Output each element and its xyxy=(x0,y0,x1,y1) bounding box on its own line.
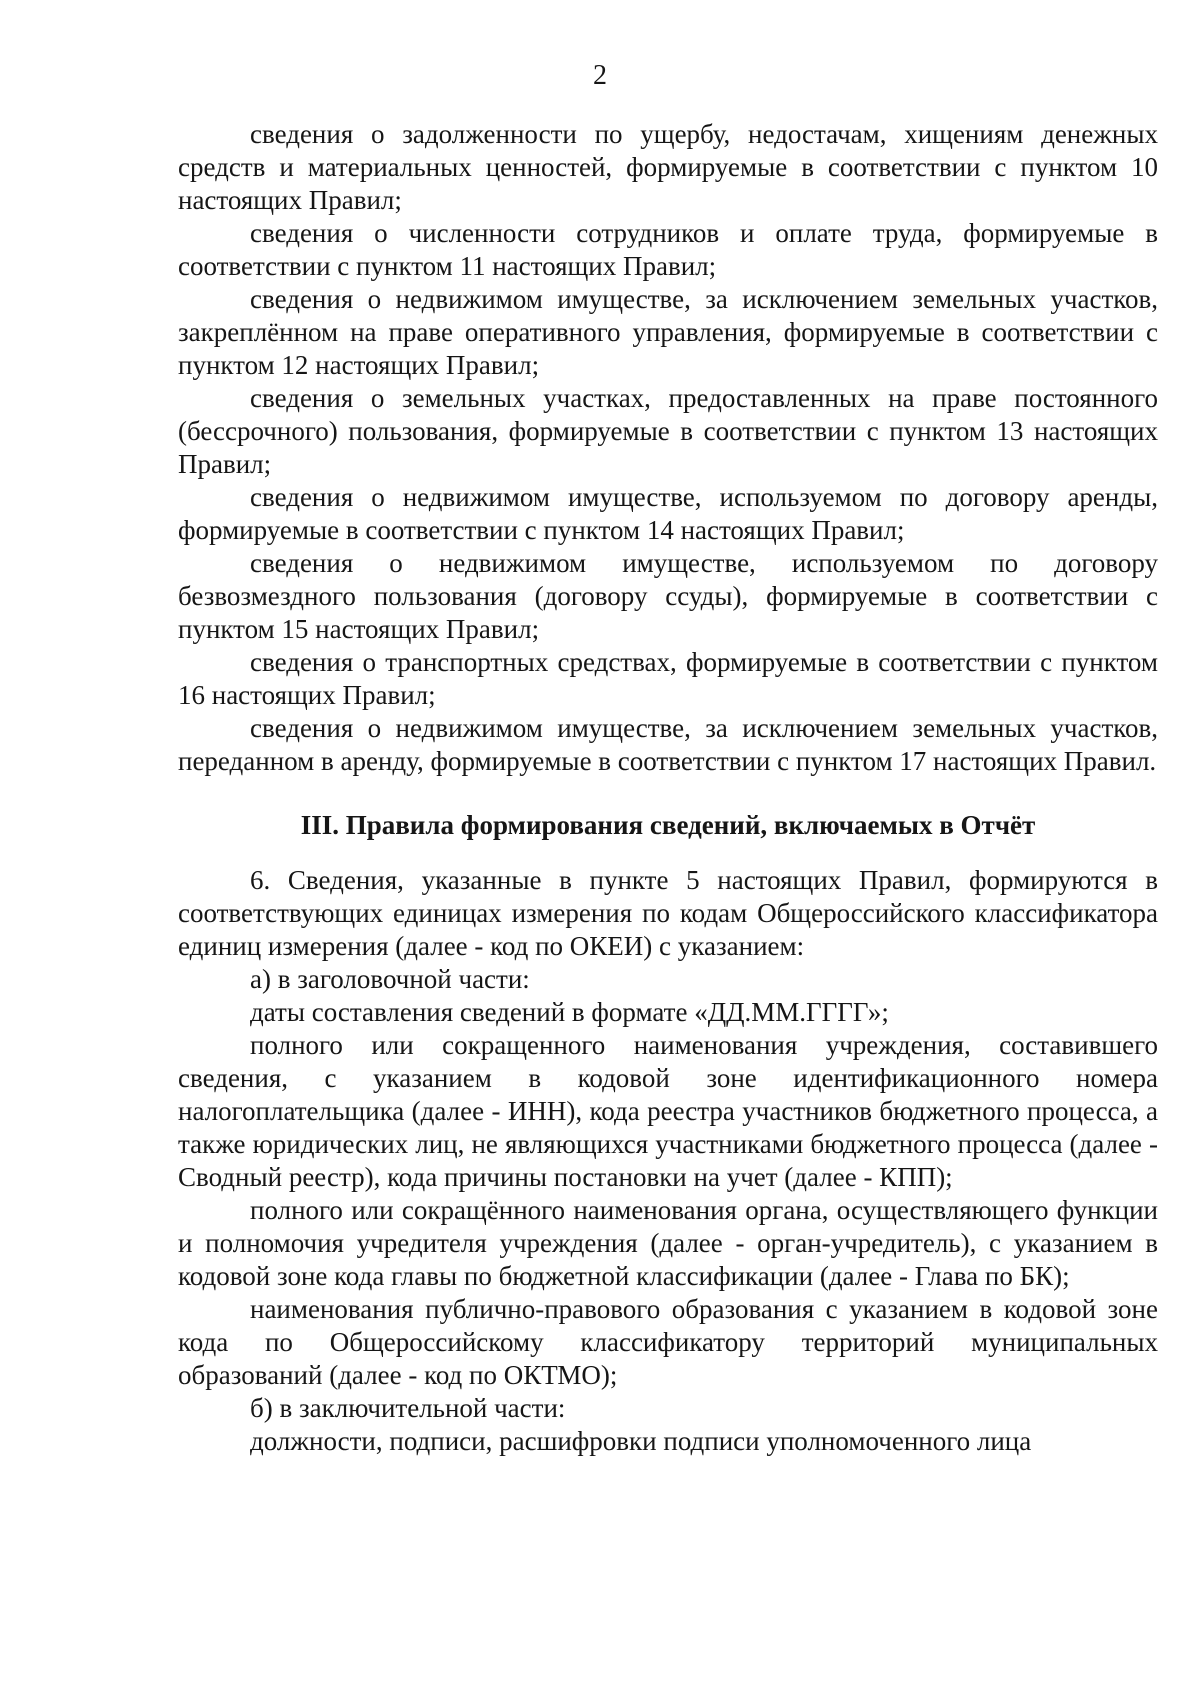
paragraph-lease-property: сведения о недвижимом имуществе, используемом по договору аренды, формируемые в соответствии с пунктом 14 настоящих Правил; xyxy=(178,482,1158,545)
paragraph-vehicles: сведения о транспортных средствах, формируемые в соответствии с пунктом 16 настоящих Правил; xyxy=(178,647,1158,710)
paragraph-date-format: даты составления сведений в формате «ДД.ММ.ГГГГ»; xyxy=(250,997,889,1027)
paragraph-staff-info: сведения о численности сотрудников и оплате труда, формируемые в соответствии с пунктом 11 настоящих Правил; xyxy=(178,218,1158,281)
paragraph-final-part: б) в заключительной части: xyxy=(250,1393,566,1423)
paragraph-item-6: 6. Сведения, указанные в пункте 5 настоящих Правил, формируются в соответствующих единицах измерения по кодам Общероссийского классификатора единиц измерения (далее - код по ОКЕИ) с указанием: xyxy=(178,865,1158,961)
document-body xyxy=(178,118,1158,1458)
page-number: 2 xyxy=(593,60,607,91)
paragraph-leased-out-property: сведения о недвижимом имуществе, за исключением земельных участков, переданном в аренду, формируемые в соответствии с пунктом 17 настоящих Правил. xyxy=(178,713,1158,776)
paragraph-public-entity: наименования публично-правового образования с указанием в кодовой зоне кода по Общероссийскому классификатору территорий муниципальных образований (далее - код по ОКТМО); xyxy=(178,1294,1158,1390)
paragraph-operational-property: сведения о недвижимом имуществе, за исключением земельных участков, закреплённом на праве оперативного управления, формируемые в соответствии с пунктом 12 настоящих Правил; xyxy=(178,284,1158,380)
paragraph-free-use-property: сведения о недвижимом имуществе, используемом по договору безвозмездного пользования (договору ссуды), формируемые в соответствии с пунктом 15 настоящих Правил; xyxy=(178,548,1158,644)
paragraph-header-part: а) в заголовочной части: xyxy=(250,964,530,994)
paragraph-debt-info: сведения о задолженности по ущербу, недостачам, хищениям денежных средств и материальных ценностей, формируемые в соответствии с пунктом 10 настоящих Правил; xyxy=(178,119,1158,215)
section-heading: III. Правила формирования сведений, включаемых в Отчёт xyxy=(300,810,1036,840)
paragraph-land-plots: сведения о земельных участках, предоставленных на праве постоянного (бессрочного) пользования, формируемые в соответствии с пунктом 13 настоящих Правил; xyxy=(178,383,1158,479)
paragraph-founder-name: полного или сокращённого наименования органа, осуществляющего функции и полномочия учредителя учреждения (далее - орган-учредитель), с указанием в кодовой зоне кода главы по бюджетной классификации (далее - Глава по БК); xyxy=(178,1195,1158,1291)
paragraph-signatory: должности, подписи, расшифровки подписи уполномоченного лица xyxy=(250,1426,1032,1456)
paragraph-institution-name: полного или сокращенного наименования учреждения, составившего сведения, с указанием в кодовой зоне идентификационного номера налогоплательщика (далее - ИНН), кода реестра участников бюджетного процесса, а также юридических лиц, не являющихся участниками бюджетного процесса (далее - Сводный реестр), кода причины постановки на учет (далее - КПП); xyxy=(178,1030,1158,1192)
